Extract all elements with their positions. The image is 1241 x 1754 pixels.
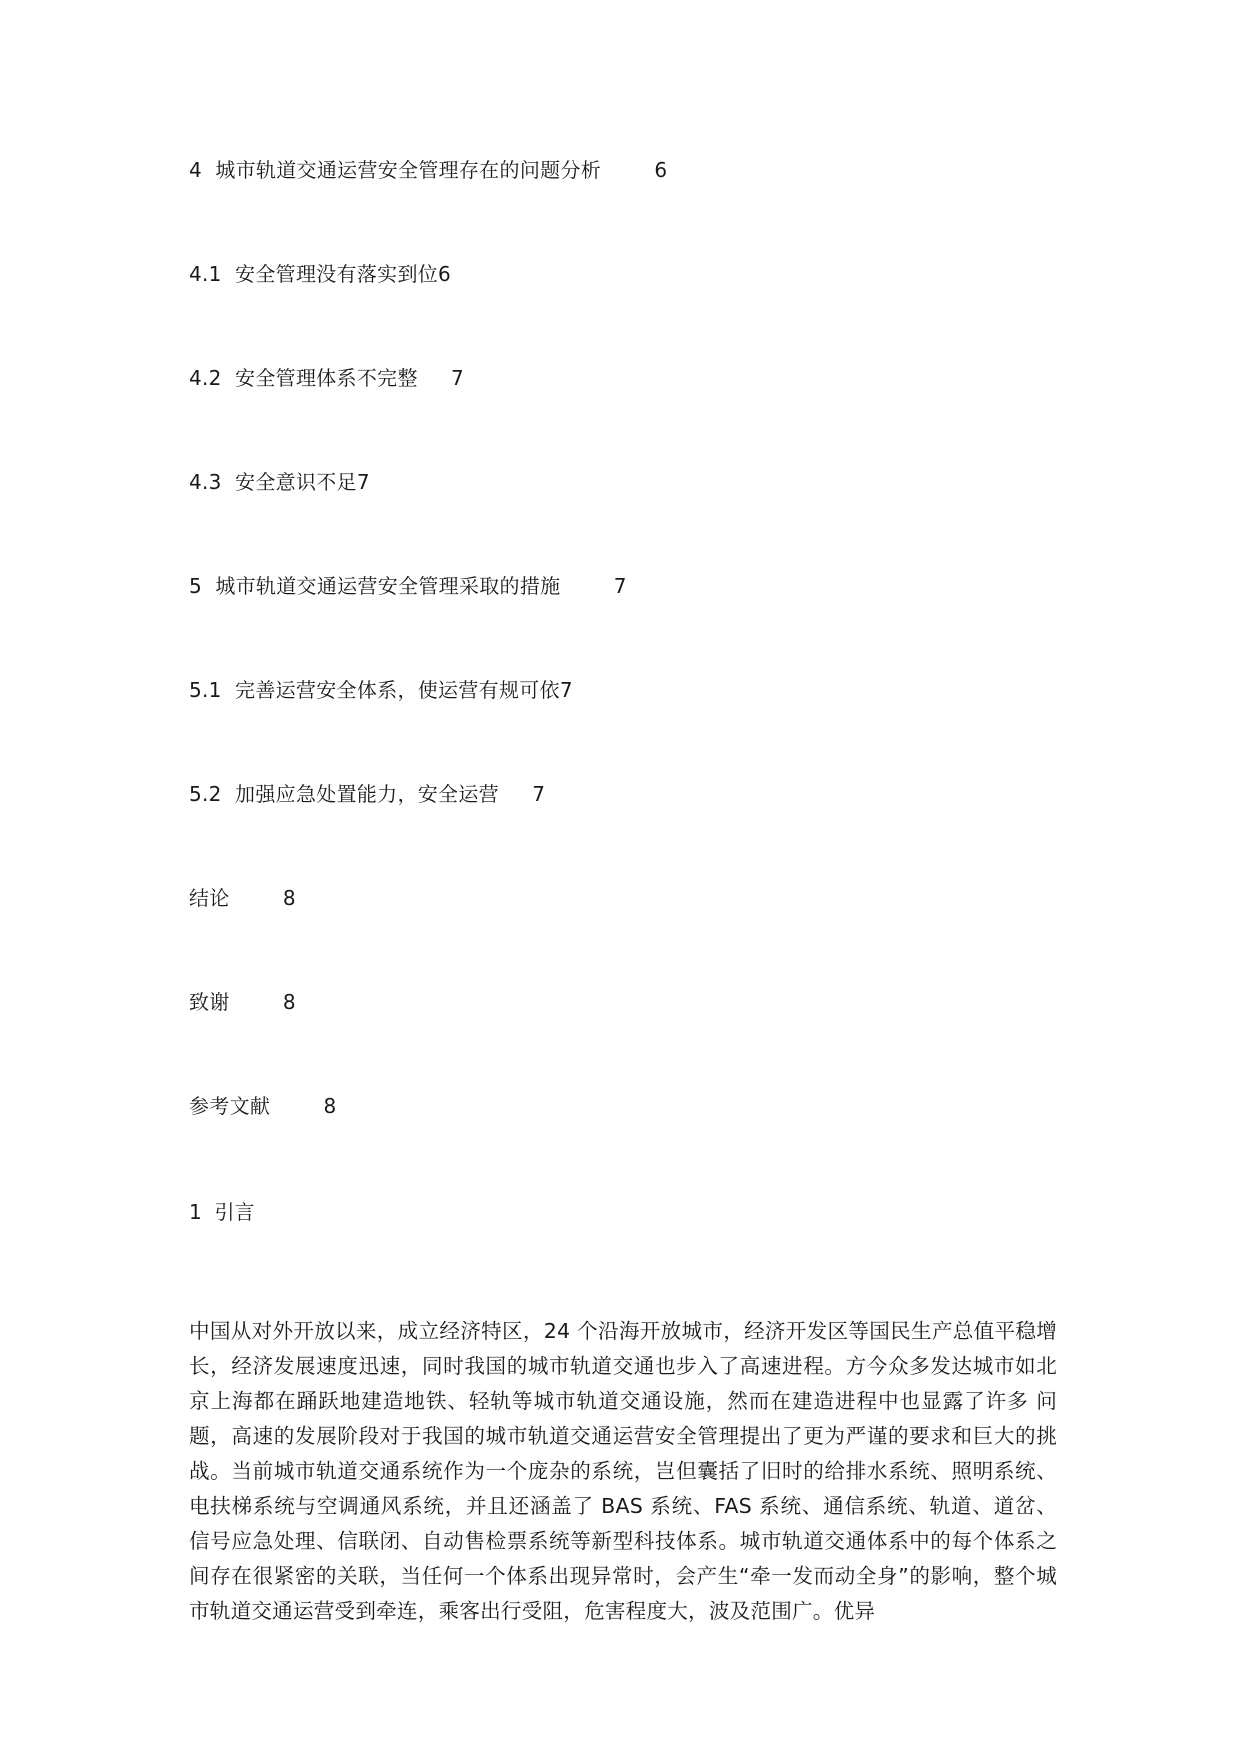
toc-entry-page: 7 <box>451 366 465 390</box>
toc-entry-title: 城市轨道交通运营安全管理采取的措施 <box>215 574 561 598</box>
toc-entry[interactable] <box>189 150 1069 254</box>
toc-entry-page: 8 <box>323 1094 337 1118</box>
toc-entry-number: 4.2 <box>189 366 222 390</box>
toc-entry-title: 完善运营安全体系，使运营有规可依 <box>235 678 560 702</box>
toc-entry-page: 7 <box>532 782 546 806</box>
toc-entry[interactable] <box>189 254 1069 358</box>
toc-entry-page: 8 <box>282 886 296 910</box>
toc-entry-title: 结论 <box>189 886 230 910</box>
toc-entry[interactable] <box>189 1086 1069 1190</box>
toc-entry-title: 安全意识不足 <box>235 470 357 494</box>
toc-entry-number: 5.1 <box>189 678 222 702</box>
toc-entry-title: 城市轨道交通运营安全管理存在的问题分析 <box>215 158 602 182</box>
toc-entry[interactable] <box>189 462 1069 566</box>
toc-entry[interactable] <box>189 358 1069 462</box>
table-of-contents <box>189 150 1069 1190</box>
toc-entry-number: 5.2 <box>189 782 222 806</box>
toc-entry-page: 6 <box>438 262 452 286</box>
section-heading: 1 引言 <box>189 1200 255 1224</box>
toc-entry-number: 4 <box>189 158 203 182</box>
body-paragraph: 中国从对外开放以来，成立经济特区，24 个沿海开放城市，经济开发区等国民生产总值平稳增长，经济发展速度迅速，同时我国的城市轨道交通也步入了高速进程。方今众多发达城市如北京上海都在踊跃地建造地铁、轻轨等城市轨道交通设施，然而在建造进程中也显露了许多 问题，高速的发展阶段对于我国的城市轨道交通运营安全管理提出了更为严谨的要求和巨大的挑战。当前城市轨道交通系统作为一个庞杂的系统，岂但囊括了旧时的给排水系统、照明系统、电扶梯系统与空调通风系统，并且还涵盖了 BAS 系统、FAS 系统、通信系统、轨道、道岔、信号应急处理、信联闭、自动售检票系统等新型科技体系。城市轨道交通体系中的每个体系之间存在很紧密的关联，当任何一个体系出现异常时，会产生“牵一发而动全身”的影响，整个城市轨道交通运营受到牵连，乘客出行受阻，危害程度大，波及范围广。优异 <box>189 1318 1057 1623</box>
toc-entry-number: 4.3 <box>189 470 222 494</box>
toc-entry-page: 7 <box>559 678 573 702</box>
toc-entry-page: 7 <box>613 574 627 598</box>
toc-entry[interactable] <box>189 566 1069 670</box>
toc-entry[interactable] <box>189 774 1069 878</box>
toc-entry-title: 加强应急处置能力，安全运营 <box>235 782 499 806</box>
toc-entry-page: 6 <box>654 158 668 182</box>
toc-entry-page: 7 <box>356 470 370 494</box>
toc-entry-title: 致谢 <box>189 990 230 1014</box>
toc-entry[interactable] <box>189 982 1069 1086</box>
toc-entry-number: 5 <box>189 574 203 598</box>
toc-entry-title: 安全管理没有落实到位 <box>235 262 439 286</box>
toc-entry-number: 4.1 <box>189 262 222 286</box>
toc-entry[interactable] <box>189 878 1069 982</box>
toc-entry-title: 安全管理体系不完整 <box>235 366 418 390</box>
toc-entry[interactable] <box>189 670 1069 774</box>
toc-entry-page: 8 <box>282 990 296 1014</box>
toc-entry-title: 参考文献 <box>189 1094 271 1118</box>
